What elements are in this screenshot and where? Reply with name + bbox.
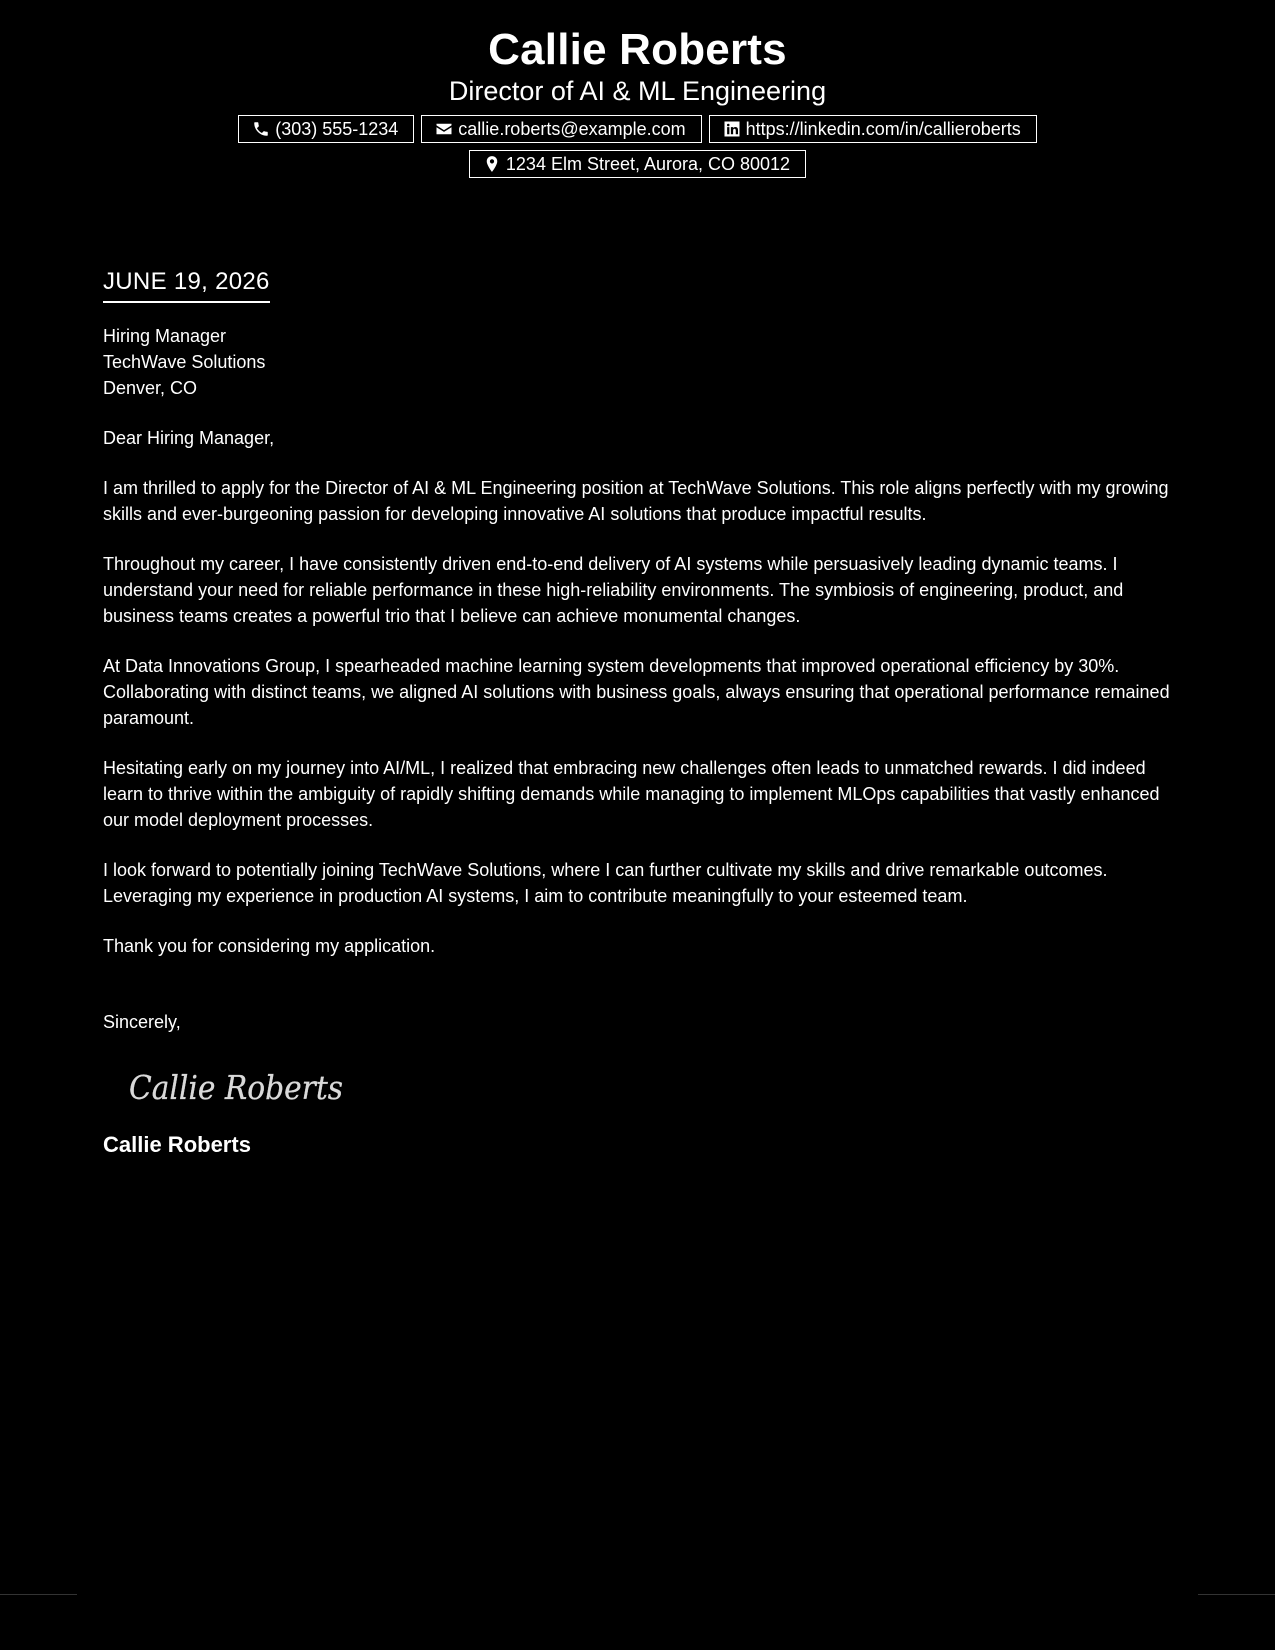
address-chip[interactable] bbox=[469, 150, 806, 178]
body-paragraph: At Data Innovations Group, I spearheaded machine learning system developments that improved operational efficiency by 30%. Collaborating with distinct teams, we aligned AI solutions with business goals, always ensuring that operational performance remained paramount. bbox=[103, 656, 1170, 728]
body-paragraph: Hesitating early on my journey into AI/ML, I realized that embracing new challenges often leads to unmatched rewards. I did indeed learn to thrive within the ambiguity of rapidly shifting demands while managing to implement MLOps capabilities that vastly enhanced our model deployment processes. bbox=[103, 758, 1160, 830]
applicant-title: Director of AI & ML Engineering bbox=[448, 76, 827, 106]
body-paragraph: Thank you for considering my application. bbox=[103, 936, 436, 956]
salutation: Dear Hiring Manager, bbox=[103, 428, 275, 448]
phone-text: (303) 555-1234 bbox=[275, 118, 399, 139]
address-text: 1234 Elm Street, Aurora, CO 80012 bbox=[505, 153, 791, 174]
email-text: callie.roberts@example.com bbox=[458, 118, 686, 139]
letter-body bbox=[103, 266, 1178, 1159]
contact-row bbox=[0, 115, 1275, 143]
body-paragraph: Throughout my career, I have consistently driven end-to-end delivery of AI systems while persuasively leading dynamic teams. I understand your need for reliable performance in these high-reliability environments. The symbiosis of engineering, product, and business teams creates a powerful trio that I believe can achieve monumental changes. bbox=[103, 554, 1124, 626]
linkedin-chip[interactable] bbox=[709, 115, 1037, 143]
applicant-name: Callie Roberts bbox=[488, 25, 787, 74]
phone-chip[interactable] bbox=[238, 115, 414, 143]
map-marker-icon bbox=[483, 155, 501, 173]
letter-header bbox=[0, 0, 1275, 178]
footer-divider-right bbox=[1198, 1594, 1275, 1595]
signature-text: Callie Roberts bbox=[129, 1068, 343, 1107]
signature-image bbox=[125, 1063, 355, 1111]
recipient-line: TechWave Solutions bbox=[103, 352, 266, 372]
recipient-block bbox=[103, 323, 1178, 401]
email-chip[interactable] bbox=[421, 115, 701, 143]
body-paragraph: I am thrilled to apply for the Director of AI & ML Engineering position at TechWave Solutions. This role aligns perfectly with my growing skills and ever-burgeoning passion for developing innovative AI solutions that produce impactful results. bbox=[103, 478, 1169, 524]
closing: Sincerely, bbox=[103, 1012, 181, 1032]
recipient-line: Denver, CO bbox=[103, 378, 198, 398]
contact-row-address bbox=[0, 150, 1275, 178]
linkedin-icon bbox=[723, 120, 741, 138]
phone-icon bbox=[252, 120, 270, 138]
signed-name: Callie Roberts bbox=[103, 1132, 251, 1157]
envelope-icon bbox=[435, 120, 453, 138]
recipient-line: Hiring Manager bbox=[103, 326, 227, 346]
footer-divider-left bbox=[0, 1594, 77, 1595]
linkedin-text: https://linkedin.com/in/callieroberts bbox=[745, 118, 1021, 139]
letter-date: JUNE 19, 2026 bbox=[103, 266, 270, 303]
body-paragraph: I look forward to potentially joining TechWave Solutions, where I can further cultivate my skills and drive remarkable outcomes. Leveraging my experience in production AI systems, I aim to contribute meaningfully to your esteemed team. bbox=[103, 860, 1108, 906]
